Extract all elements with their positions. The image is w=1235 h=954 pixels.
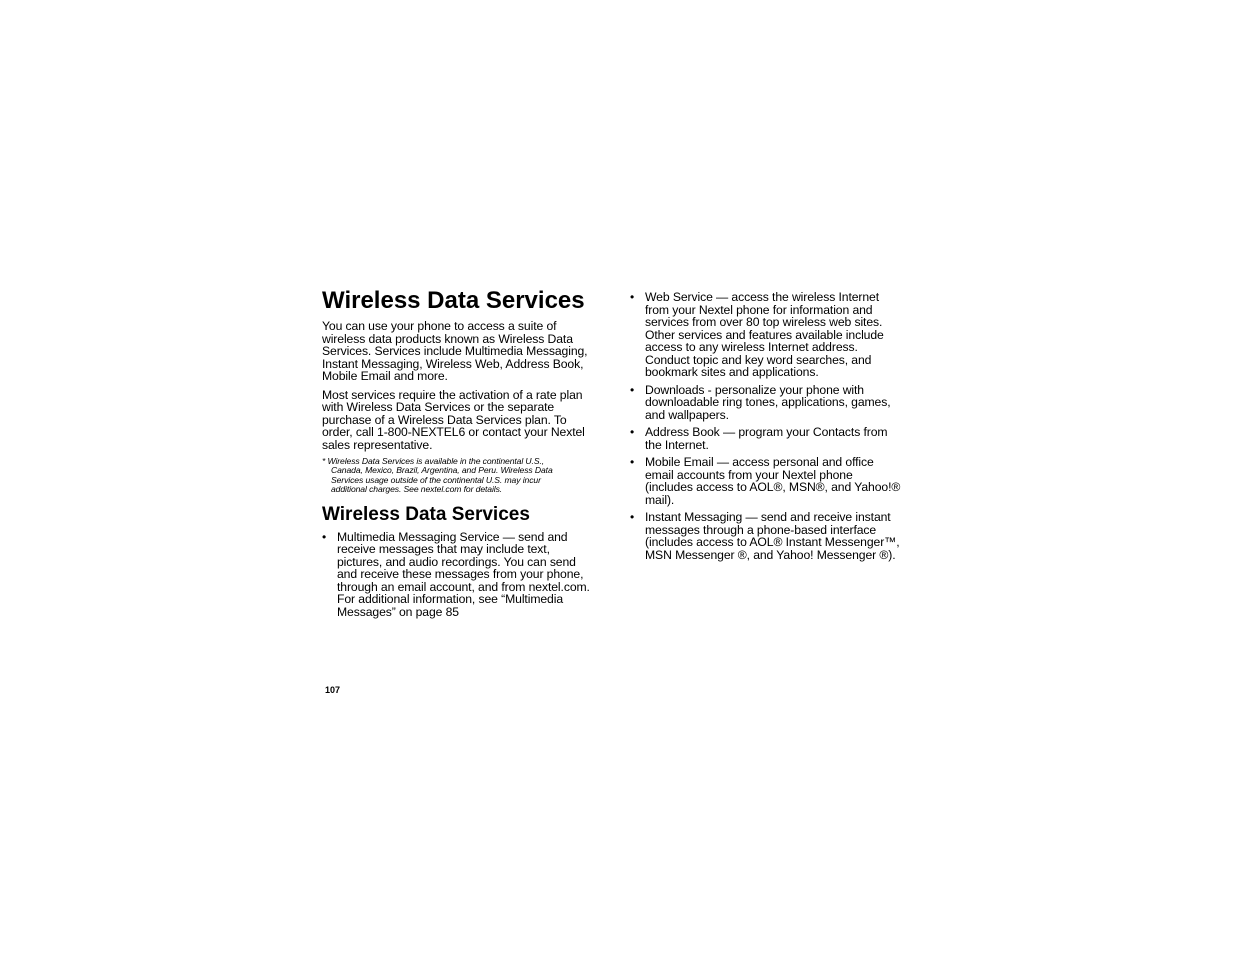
bullet-web-service [630,291,910,379]
intro-line: Services. Services include Multimedia Messaging, [322,344,588,358]
bullet-line: Messages” on page 85 [337,604,459,619]
bullet-line: access to any wireless Internet address. [645,340,858,354]
footnote-line: Services usage outside of the continental U.S. may incur [331,474,541,485]
bullet-line: For additional information, see “Multimedia [337,592,564,607]
bullet-line: Multimedia Messaging Service — send and [337,529,568,544]
left-bullet-list [322,531,604,619]
rate-plan-line: order, call 1-800-NEXTEL6 or contact your Nextel [322,425,585,439]
right-column [630,291,910,566]
bullet-address-book [630,426,910,451]
bullet-line: Downloads - personalize your phone with [645,382,864,397]
footnote-line: Canada, Mexico, Brazil, Argentina, and Peru. Wireless Data [331,465,553,476]
page-number: 107 [325,685,341,695]
bullet-line: messages through a phone-based interface [645,522,877,537]
bullet-line: the Internet. [645,437,709,452]
footnote-line: additional charges. See nextel.com for details. [331,484,503,495]
rate-plan-line: Most services require the activation of a rate plan [322,387,583,402]
bullet-dot: • [630,382,635,397]
bullet-mobile-email [630,456,910,506]
bullet-line: and receive these messages from your phone, [337,567,584,582]
bullet-line: through an email account, and from nextel.com. [337,579,590,594]
bullet-line: pictures, and audio recordings. You can send [337,554,576,569]
bullet-line: Web Service — access the wireless Internet [645,290,880,304]
right-bullet-list [630,291,910,561]
intro-line: Instant Messaging, Wireless Web, Address Book, [322,356,584,371]
footnote-line: * Wireless Data Services is available in the continental U.S., [322,456,545,466]
bullet-line: (includes access to AOL®, MSN®, and Yahoo!® [645,480,901,494]
intro-line: Mobile Email and more. [322,369,448,383]
bullet-line: downloadable ring tones, applications, games, [645,395,891,409]
bullet-line: from your Nextel phone for information and [645,302,873,317]
rate-plan-line: with Wireless Data Services or the separate [322,400,555,414]
left-column [322,287,604,623]
intro-line: You can use your phone to access a suite of [322,319,557,333]
bullet-line: bookmark sites and applications. [645,365,819,379]
page-title: Wireless Data Services [322,287,585,314]
bullet-line: mail). [645,492,675,507]
bullet-line: (includes access to AOL® Instant Messenger™, [645,535,900,549]
intro-paragraph [322,320,604,383]
bullet-dot: • [630,510,635,524]
bullet-line: Address Book — program your Contacts from [645,425,888,439]
bullet-multimedia-messaging [322,531,604,619]
section-subtitle: Wireless Data Services [322,503,530,525]
rate-plan-line: sales representative. [322,437,433,452]
footnote [322,457,604,495]
bullet-dot: • [630,455,635,469]
bullet-dot: • [630,425,635,439]
bullet-dot: • [322,529,327,544]
bullet-dot: • [630,290,635,304]
bullet-line: email accounts from your Nextel phone [645,467,853,482]
bullet-line: Other services and features available include [645,327,884,342]
bullet-line: Mobile Email — access personal and office [645,455,874,469]
intro-line: wireless data products known as Wireless Data [322,331,573,346]
bullet-line: Instant Messaging — send and receive instant [645,510,891,524]
rate-plan-paragraph [322,389,604,452]
bullet-line: MSN Messenger ®, and Yahoo! Messenger ®). [645,547,896,562]
bullet-line: Conduct topic and key word searches, and [645,352,872,367]
rate-plan-line: purchase of a Wireless Data Services plan. To [322,412,567,427]
bullet-instant-messaging [630,511,910,561]
bullet-downloads [630,384,910,422]
bullet-line: services from over 80 top wireless web sites. [645,315,883,329]
bullet-line: and wallpapers. [645,407,729,422]
bullet-line: receive messages that may include text, [337,542,550,557]
